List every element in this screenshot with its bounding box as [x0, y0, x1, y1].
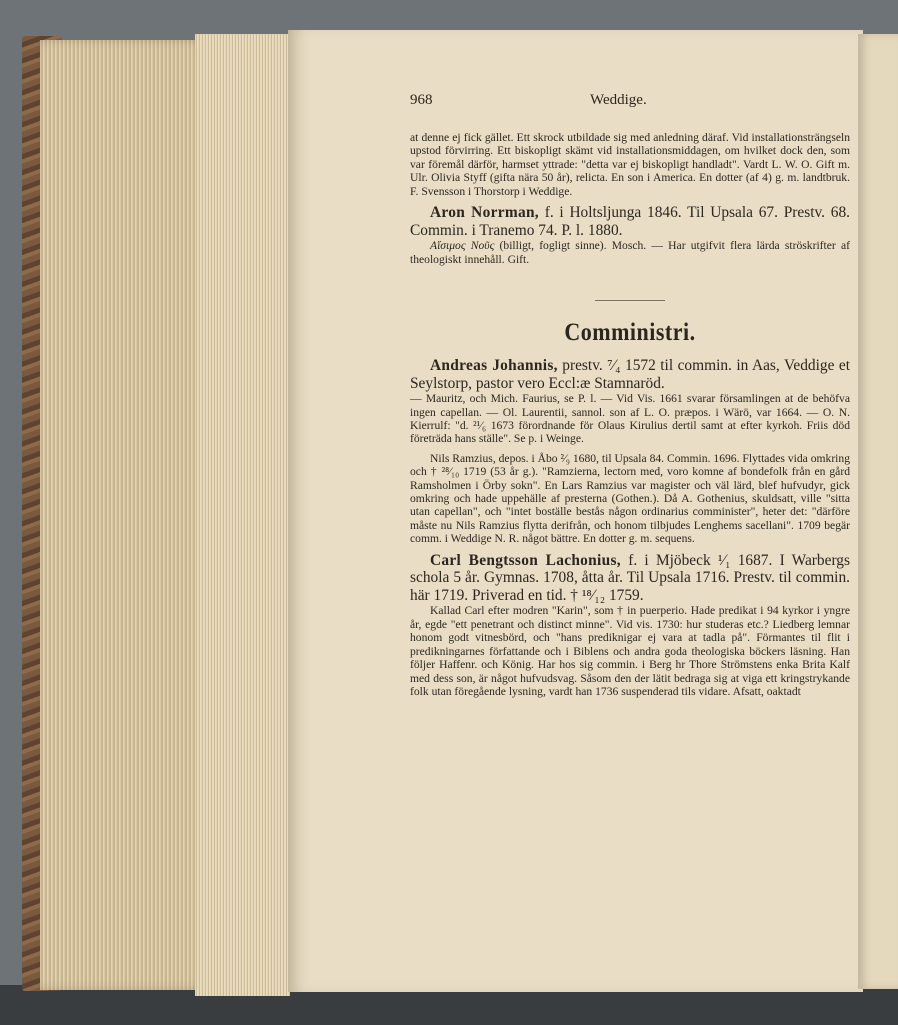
- next-page-edge: [858, 34, 898, 989]
- entry-name: Aron Norrman,: [430, 204, 539, 222]
- entry-name: Carl Bengtsson Lachonius,: [430, 551, 621, 569]
- entry-main: f. i Mjöbeck ¹⁄₁ 1687. I Warbergs schola 5 år. Gymnas. 1708, åtta år. Til Upsala 1716. Prestv. til commin. här 1719. Priverad en tid. † ¹⁸⁄₁₂ 1759.: [410, 551, 850, 604]
- greek-motto: Αἴσιμος Νοῦς: [430, 239, 495, 253]
- section-title: Comministri.: [564, 317, 696, 346]
- entry-ramzius: Nils Ramzius, depos. i Åbo ²⁄₉ 1680, til Upsala 84. Commin. 1696. Flyttades vida omkring och † ²⁸⁄₁₀ 1719 (53 år g.). "Ramzierna, lectorn med, voro komne af bondefolk från en gård Ramsholmen i Örby sokn". En Lars Ramzius var magister och väl lärd, blef hufvudyr, gick omkring och hade uppehälle af presterna (Gothen.). Då A. Gothenius, skuldsatt, ville "sitta utan capellan", och "intet boställe bestås någon ordinarius comminister", heter det: "därföre måste nu Nils Ramzius flytta derifrån, och honom tilbjudes Lenghems sacellani". 1709 begär comm. i Weddige N. R. något bättre. En dotter g. m. sequens.: [410, 451, 850, 546]
- entry-name: Andreas Johannis,: [430, 357, 558, 375]
- entry-main: prestv. ⁷⁄₄ 1572 til commin. in Aas, Veddige et Seylstorp, pastor vero Eccl:æ Stamnaröd.: [410, 357, 850, 392]
- page-text: [410, 92, 850, 698]
- continuation-paragraph: at denne ej fick gället. Ett skrock utbildade sig med anledning däraf. Vid installationsträngseln upstod förvirring. Ett biskopligt skämt vid installationsmiddagen, om hvilket dock den, som var föremål därför, harmset yttrade: "detta var ej biskopligt handladt". Vardt L. W. O. Gift m. Ulr. Olivia Styff (gifta nära 50 år), relicta. En son i America. En dotter (af 4) g. m. landtbruk. F. Svensson i Thorstorp i Weddige.: [410, 131, 850, 198]
- entry-lachonius: [410, 552, 850, 605]
- running-head: Weddige.: [590, 92, 647, 108]
- entry-lachonius-note: Kallad Carl efter modren "Karin", som † in puerperio. Hade predikat i 94 kyrkor i yngre år, egde "ett penetrant och distinct minne". Vid vis. 1730: hur studeras etc.? Liedberg lemnar honom godt vitnesbörd, och "hans prediknigar ej vara at tadla på". Förmantes til flit i predikningarnes författande och i Biblens och andra goda theologiska böckers läsning. Han följer Haffenr. och König. Har hos sig commin. i Berg hr Thore Strömstens enka Brita Kalf med dess son, är något hufvudsvag. Såsom den der lätit bedraga sig at viga ett kringstrykande folk utan föregående lysning, vardt han 1736 suspenderad tils vidare. Afsatt, oaktadt: [410, 604, 850, 698]
- page-stack-edge: [195, 34, 290, 996]
- entry-norrman: [410, 204, 850, 239]
- page-header: [410, 92, 850, 109]
- page-number: 968: [410, 92, 433, 108]
- entry-norrman-note: [410, 239, 850, 266]
- entry-andreas-note: — Mauritz, och Mich. Faurius, se P. l. — Vid Vis. 1661 svarar församlingen at de behöfva ingen capellan. — Ol. Laurentii, sannol. son af L. O. præpos. i Wärö, var 1664. — O. N. Kierrulf: "d. ²¹⁄₆ 1673 förordnande för Olaus Kirulius dertil samt at efter kyrkoh. Friis död företräda hans ställe". Se p. i Weinge.: [410, 392, 850, 446]
- entry-note: (billigt, fogligt sinne). Mosch. — Har utgifvit flera lärda ströskrifter af theologiskt innehåll. Gift.: [410, 239, 850, 266]
- entry-main: f. i Holtsljunga 1846. Til Upsala 67. Prestv. 68. Commin. i Tranemo 74. P. l. 1880.: [410, 204, 850, 239]
- entry-andreas: [410, 357, 850, 392]
- section-divider: [595, 300, 665, 301]
